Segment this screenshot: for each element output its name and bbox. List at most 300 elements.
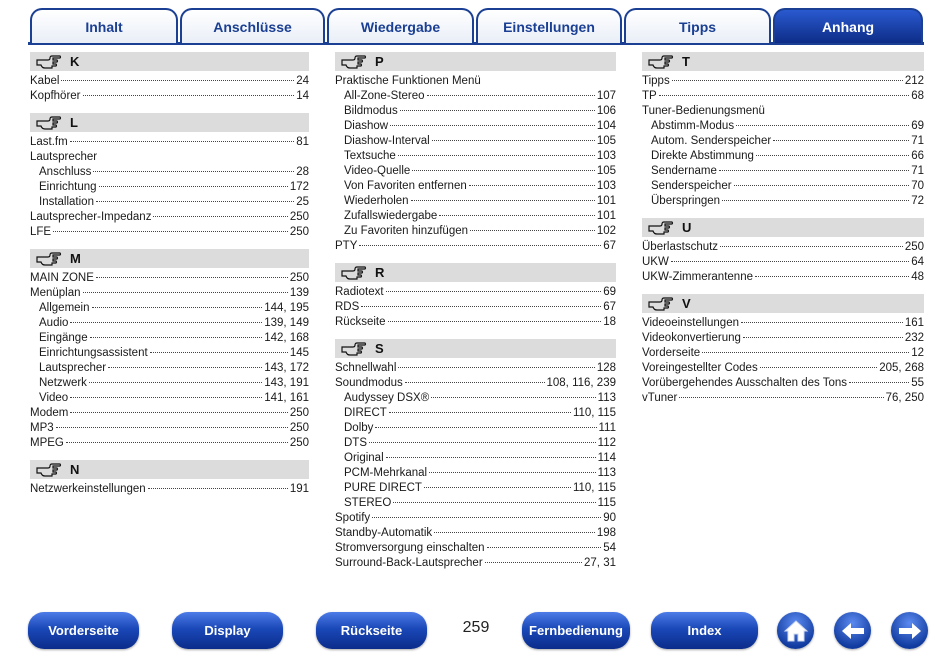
entry-page-link[interactable]: 107 [596, 90, 616, 102]
entry-page-link[interactable]: 142, 168 [264, 332, 309, 344]
tab-inhalt[interactable]: Inhalt [30, 8, 178, 43]
entry-label: DTS [344, 437, 367, 449]
section-header [642, 52, 924, 71]
display-button[interactable]: Display [172, 612, 283, 649]
dot-leader [90, 337, 263, 338]
dot-leader [375, 427, 596, 428]
dot-leader [393, 502, 595, 503]
index-entry[interactable] [30, 286, 309, 301]
index-entry[interactable] [642, 119, 924, 134]
index-entry [30, 150, 309, 165]
dot-leader [756, 155, 909, 156]
dot-leader [83, 292, 288, 293]
entry-label: Bildmodus [344, 105, 398, 117]
entry-label: Anschluss [39, 166, 92, 178]
pointing-hand-icon [36, 463, 62, 477]
dot-leader [743, 337, 903, 338]
dot-leader [398, 367, 594, 368]
forward-button[interactable] [891, 612, 928, 649]
entry-page-link[interactable]: 110, 115 [572, 407, 616, 419]
entry-label: Audyssey DSX® [344, 392, 430, 404]
vorderseite-button[interactable]: Vorderseite [28, 612, 139, 649]
entry-page-link[interactable]: 110, 115 [572, 482, 616, 494]
index-entry[interactable] [30, 210, 309, 225]
entry-page-link[interactable]: 198 [596, 527, 616, 539]
entry-label: All-Zone-Stereo [344, 90, 425, 102]
entry-page-link[interactable]: 71 [911, 165, 924, 177]
section-gap [335, 330, 616, 339]
entry-page-link[interactable]: 114 [597, 452, 616, 464]
entry-page-link[interactable]: 69 [911, 120, 924, 132]
entry-page-link[interactable]: 113 [597, 392, 616, 404]
entry-page-link[interactable]: 55 [911, 377, 924, 389]
index-entry[interactable] [30, 165, 309, 180]
entry-label: DIRECT [344, 407, 387, 419]
entry-page-link[interactable]: 67 [603, 301, 616, 313]
dot-leader [719, 170, 909, 171]
dot-leader [720, 246, 903, 247]
entry-label: Lautsprecher-Impedanz [30, 211, 152, 223]
index-entry[interactable] [642, 316, 924, 331]
dot-leader [70, 322, 262, 323]
dot-leader [99, 186, 288, 187]
entry-page-link[interactable]: 212 [904, 75, 924, 87]
entry-label: PTY [335, 240, 358, 252]
entry-page-link[interactable]: 103 [596, 180, 616, 192]
index-entry[interactable] [30, 376, 309, 391]
index-entry[interactable] [335, 451, 616, 466]
entry-page-link[interactable]: 250 [289, 407, 309, 419]
entry-page-link[interactable]: 12 [911, 347, 924, 359]
entry-page-link[interactable]: 76, 250 [885, 392, 924, 404]
tab-anhang[interactable]: Anhang [773, 8, 923, 43]
section-letter: S [375, 341, 384, 356]
pointing-hand-icon [341, 55, 367, 69]
forward-arrow-icon [897, 621, 923, 641]
index-entry[interactable] [335, 89, 616, 104]
section-header [30, 460, 309, 479]
index-entry[interactable] [642, 149, 924, 164]
entry-label: UKW-Zimmerantenne [642, 271, 753, 283]
tab-tipps[interactable]: Tipps [624, 8, 771, 43]
index-entry[interactable] [30, 180, 309, 195]
entry-label: Diashow [344, 120, 389, 132]
entry-label: Diashow-Interval [344, 135, 430, 147]
entry-page-link[interactable]: 250 [289, 437, 309, 449]
dot-leader [96, 201, 294, 202]
entry-page-link[interactable]: 101 [596, 195, 616, 207]
index-entry[interactable] [30, 271, 309, 286]
index-entry[interactable] [642, 270, 924, 285]
entry-page-link[interactable]: 113 [597, 467, 616, 479]
entry-label: vTuner [642, 392, 678, 404]
dot-leader [405, 382, 545, 383]
index-entry[interactable] [335, 556, 616, 571]
index-column-1 [30, 52, 309, 497]
home-button[interactable] [777, 612, 814, 649]
index-entry[interactable] [30, 135, 309, 150]
index-entry[interactable] [335, 194, 616, 209]
entry-label: Surround-Back-Lautsprecher [335, 557, 483, 569]
section-header [335, 339, 616, 358]
index-entry[interactable] [335, 376, 616, 391]
index-entry[interactable] [30, 346, 309, 361]
entry-label: Tipps [642, 75, 670, 87]
entry-label: Videokonvertierung [642, 332, 741, 344]
entry-label: Voreingestellter Codes [642, 362, 758, 374]
pointing-hand-icon [648, 221, 674, 235]
dot-leader [61, 80, 294, 81]
entry-label: Video [39, 392, 69, 404]
section-letter: N [70, 462, 80, 477]
index-entry[interactable] [30, 391, 309, 406]
entry-label: Menüplan [30, 287, 81, 299]
entry-label: Netzwerkeinstellungen [30, 483, 146, 495]
entry-label: Kopfhörer [30, 90, 81, 102]
pointing-hand-icon [648, 55, 674, 69]
entry-page-link[interactable]: 27, 31 [584, 557, 616, 569]
index-entry[interactable] [642, 164, 924, 179]
entry-page-link[interactable]: 139, 149 [264, 317, 309, 329]
index-entry[interactable] [642, 391, 924, 406]
index-entry[interactable] [335, 134, 616, 149]
dot-leader [434, 532, 595, 533]
dot-leader [469, 185, 595, 186]
dot-leader [372, 517, 601, 518]
entry-page-link[interactable]: 101 [596, 210, 616, 222]
entry-label: MAIN ZONE [30, 272, 94, 284]
entry-page-link[interactable]: 69 [603, 286, 616, 298]
tab-einstellungen[interactable]: Einstellungen [476, 8, 622, 43]
index-entry[interactable] [335, 481, 616, 496]
index-entry[interactable] [30, 195, 309, 210]
section-gap [642, 209, 924, 218]
dot-leader [760, 367, 878, 368]
entry-label: Last.fm [30, 136, 68, 148]
index-entry[interactable] [335, 361, 616, 376]
entry-label: Eingänge [39, 332, 88, 344]
index-entry[interactable] [642, 255, 924, 270]
entry-label: Dolby [344, 422, 374, 434]
entry-label: Standby-Automatik [335, 527, 433, 539]
dot-leader [93, 171, 294, 172]
section-header [335, 263, 616, 282]
entry-page-link[interactable]: 81 [296, 136, 309, 148]
index-entry[interactable] [30, 421, 309, 436]
fernbedienung-button[interactable]: Fernbedienung [522, 612, 630, 649]
entry-page-link[interactable]: 172 [289, 181, 309, 193]
entry-label: Video-Quelle [344, 165, 411, 177]
index-entry[interactable] [642, 331, 924, 346]
dot-leader [734, 185, 910, 186]
entry-page-link[interactable]: 70 [911, 180, 924, 192]
entry-label: Modem [30, 407, 69, 419]
dot-leader [83, 95, 295, 96]
entry-label: Überspringen [651, 195, 721, 207]
entry-page-link[interactable]: 103 [596, 150, 616, 162]
dot-leader [153, 216, 287, 217]
entry-page-link[interactable]: 115 [597, 497, 616, 509]
pointing-hand-icon [341, 342, 367, 356]
entry-page-link[interactable]: 48 [911, 271, 924, 283]
index-button[interactable]: Index [651, 612, 758, 649]
section-letter: U [682, 220, 692, 235]
index-column-3 [642, 52, 924, 406]
index-entry[interactable] [642, 376, 924, 391]
entry-page-link[interactable]: 102 [596, 225, 616, 237]
index-entry[interactable] [335, 164, 616, 179]
dot-leader [398, 155, 595, 156]
entry-page-link[interactable]: 144, 195 [264, 302, 309, 314]
dot-leader [773, 140, 909, 141]
entry-label: Überlastschutz [642, 241, 719, 253]
section-letter: M [70, 251, 81, 266]
pointing-hand-icon [36, 116, 62, 130]
entry-label: Rückseite [335, 316, 386, 328]
dot-leader [148, 488, 288, 489]
entry-label: Direkte Abstimmung [651, 150, 754, 162]
entry-label: Original [344, 452, 384, 464]
entry-page-link[interactable]: 205, 268 [879, 362, 924, 374]
entry-label: Soundmodus [335, 377, 403, 389]
entry-label: PCM-Mehrkanal [344, 467, 428, 479]
dot-leader [369, 442, 596, 443]
section-header [30, 52, 309, 71]
section-gap [30, 240, 309, 249]
index-entry[interactable] [335, 224, 616, 239]
section-header [30, 249, 309, 268]
index-entry[interactable] [30, 74, 309, 89]
dot-leader [386, 291, 602, 292]
index-entry [335, 74, 616, 89]
entry-label: Installation [39, 196, 94, 208]
index-entry[interactable] [335, 421, 616, 436]
entry-label: Einrichtung [39, 181, 97, 193]
entry-page-link[interactable]: 191 [289, 483, 309, 495]
dot-leader [108, 367, 262, 368]
index-entry[interactable] [642, 194, 924, 209]
entry-page-link[interactable]: 18 [603, 316, 616, 328]
entry-page-link[interactable]: 128 [596, 362, 616, 374]
entry-label: Wiederholen [344, 195, 409, 207]
dot-leader [359, 245, 601, 246]
index-entry[interactable] [30, 436, 309, 451]
index-entry[interactable] [335, 541, 616, 556]
index-entry[interactable] [30, 89, 309, 104]
entry-label: Videoeinstellungen [642, 317, 739, 329]
index-entry[interactable] [335, 391, 616, 406]
entry-label: Kabel [30, 75, 60, 87]
entry-label: Radiotext [335, 286, 384, 298]
index-entry[interactable] [642, 74, 924, 89]
entry-page-link[interactable]: 25 [296, 196, 309, 208]
entry-page-link[interactable]: 250 [289, 211, 309, 223]
entry-label: Einrichtungsassistent [39, 347, 148, 359]
index-entry [642, 104, 924, 119]
index-entry[interactable] [335, 496, 616, 511]
section-letter: P [375, 54, 384, 69]
entry-page-link[interactable]: 28 [296, 166, 309, 178]
entry-page-link[interactable]: 250 [904, 241, 924, 253]
entry-page-link[interactable]: 105 [596, 165, 616, 177]
index-entry[interactable] [642, 134, 924, 149]
index-entry[interactable] [30, 331, 309, 346]
section-gap [335, 254, 616, 263]
tab-bar [0, 0, 950, 46]
index-entry[interactable] [30, 361, 309, 376]
dot-leader [741, 322, 903, 323]
index-entry[interactable] [335, 209, 616, 224]
index-entry[interactable] [30, 301, 309, 316]
dot-leader [389, 412, 571, 413]
dot-leader [150, 352, 288, 353]
dot-leader [92, 307, 263, 308]
entry-page-link[interactable]: 111 [598, 422, 616, 434]
dot-leader [427, 95, 595, 96]
entry-label: Zu Favoriten hinzufügen [344, 225, 469, 237]
index-entry[interactable] [335, 466, 616, 481]
entry-label: UKW [642, 256, 669, 268]
rueckseite-button[interactable]: Rückseite [316, 612, 427, 649]
entry-label: MP3 [30, 422, 54, 434]
entry-page-link[interactable]: 108, 116, 239 [546, 377, 616, 389]
index-entry[interactable] [335, 119, 616, 134]
entry-label: RDS [335, 301, 360, 313]
dot-leader [386, 457, 596, 458]
entry-label: LFE [30, 226, 52, 238]
entry-page-link[interactable]: 90 [603, 512, 616, 524]
dot-leader [96, 277, 288, 278]
index-entry[interactable] [335, 149, 616, 164]
entry-page-link[interactable]: 67 [603, 240, 616, 252]
entry-label: Autom. Senderspeicher [651, 135, 772, 147]
section-gap [642, 285, 924, 294]
index-entry[interactable] [30, 482, 309, 497]
entry-page-link[interactable]: 250 [289, 422, 309, 434]
entry-page-link[interactable]: 161 [904, 317, 924, 329]
entry-label: STEREO [344, 497, 392, 509]
index-entry[interactable] [335, 179, 616, 194]
index-entry[interactable] [335, 285, 616, 300]
page-number: 259 [462, 619, 490, 636]
index-entry[interactable] [642, 89, 924, 104]
index-entry[interactable] [335, 104, 616, 119]
back-button[interactable] [834, 612, 871, 649]
index-entry[interactable] [642, 179, 924, 194]
entry-label: Praktische Funktionen Menü [335, 75, 481, 87]
entry-page-link[interactable]: 145 [289, 347, 309, 359]
dot-leader [424, 487, 571, 488]
dot-leader [755, 276, 909, 277]
entry-label: Lautsprecher [39, 362, 107, 374]
pointing-hand-icon [36, 55, 62, 69]
section-header [30, 113, 309, 132]
entry-page-link[interactable]: 143, 172 [264, 362, 309, 374]
dot-leader [400, 110, 595, 111]
dot-leader [702, 352, 909, 353]
index-entry[interactable] [642, 361, 924, 376]
entry-label: TP [642, 90, 657, 102]
pointing-hand-icon [36, 252, 62, 266]
entry-page-link[interactable]: 64 [911, 256, 924, 268]
index-entry[interactable] [30, 406, 309, 421]
pointing-hand-icon [648, 297, 674, 311]
dot-leader [736, 125, 909, 126]
entry-label: Abstimm-Modus [651, 120, 735, 132]
index-entry[interactable] [335, 406, 616, 421]
index-entry[interactable] [642, 240, 924, 255]
entry-label: Von Favoriten entfernen [344, 180, 467, 192]
entry-page-link[interactable]: 232 [904, 332, 924, 344]
index-entry[interactable] [30, 316, 309, 331]
entry-page-link[interactable]: 68 [911, 90, 924, 102]
entry-page-link[interactable]: 105 [596, 135, 616, 147]
dot-leader [849, 382, 909, 383]
dot-leader [487, 547, 602, 548]
dot-leader [388, 321, 602, 322]
index-entry[interactable] [335, 526, 616, 541]
entry-label: Allgemein [39, 302, 90, 314]
index-entry[interactable] [335, 239, 616, 254]
index-entry[interactable] [335, 511, 616, 526]
entry-page-link[interactable]: 139 [289, 287, 309, 299]
index-entry[interactable] [335, 436, 616, 451]
dot-leader [672, 80, 903, 81]
tab-anschluesse[interactable]: Anschlüsse [180, 8, 325, 43]
back-arrow-icon [840, 621, 866, 641]
dot-leader [671, 261, 909, 262]
dot-leader [70, 141, 294, 142]
entry-page-link[interactable]: 104 [596, 120, 616, 132]
dot-leader [412, 170, 595, 171]
entry-page-link[interactable]: 66 [911, 150, 924, 162]
index-entry[interactable] [30, 225, 309, 240]
entry-page-link[interactable]: 112 [597, 437, 616, 449]
tab-wiedergabe[interactable]: Wiedergabe [327, 8, 474, 43]
dot-leader [411, 200, 595, 201]
index-entry[interactable] [642, 346, 924, 361]
entry-page-link[interactable]: 72 [911, 195, 924, 207]
section-letter: K [70, 54, 80, 69]
index-column-2 [335, 52, 616, 571]
dot-leader [659, 95, 910, 96]
section-header [335, 52, 616, 71]
pointing-hand-icon [341, 266, 367, 280]
index-entry[interactable] [335, 300, 616, 315]
entry-page-link[interactable]: 54 [603, 542, 616, 554]
section-gap [30, 451, 309, 460]
entry-page-link[interactable]: 24 [296, 75, 309, 87]
entry-page-link[interactable]: 250 [289, 226, 309, 238]
entry-label: Tuner-Bedienungsmenü [642, 105, 765, 117]
dot-leader [361, 306, 601, 307]
section-letter: V [682, 296, 691, 311]
entry-page-link[interactable]: 143, 191 [264, 377, 309, 389]
entry-page-link[interactable]: 250 [289, 272, 309, 284]
dot-leader [390, 125, 595, 126]
entry-label: Sendername [651, 165, 717, 177]
section-header [642, 294, 924, 313]
entry-label: MPEG [30, 437, 64, 449]
entry-page-link[interactable]: 71 [911, 135, 924, 147]
entry-page-link[interactable]: 14 [296, 90, 309, 102]
index-entry[interactable] [335, 315, 616, 330]
entry-page-link[interactable]: 141, 161 [264, 392, 309, 404]
entry-label: PURE DIRECT [344, 482, 422, 494]
entry-page-link[interactable]: 106 [596, 105, 616, 117]
dot-leader [470, 230, 595, 231]
entry-label: Zufallswiedergabe [344, 210, 438, 222]
